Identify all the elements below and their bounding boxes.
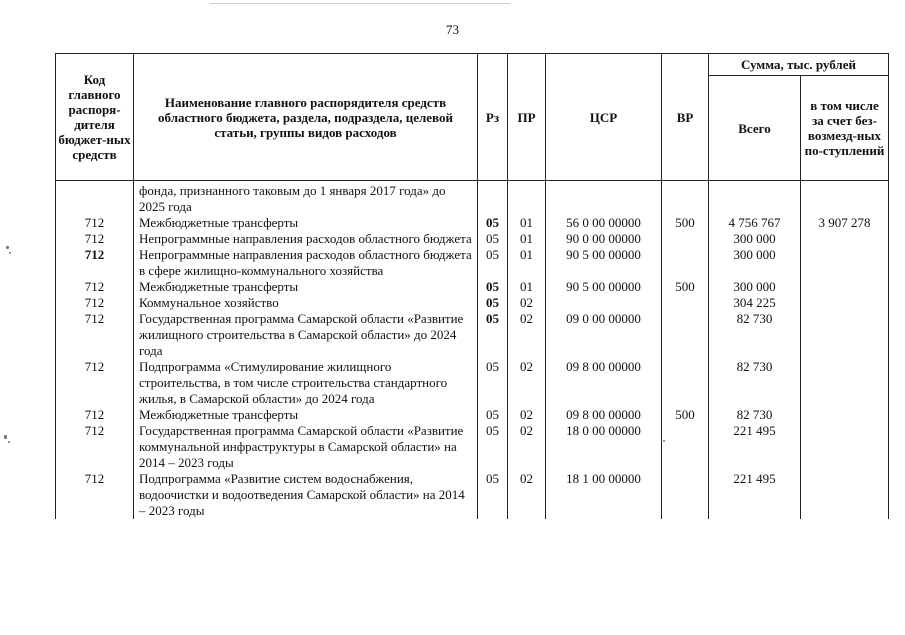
header-total: Всего [709, 76, 801, 181]
cell-total: 304 225 [709, 295, 801, 311]
cell-rz: 05 [478, 359, 508, 407]
scan-edge-line [210, 3, 510, 4]
cell-code: 712 [56, 311, 134, 359]
cell-gratuitous [801, 471, 889, 519]
scan-speck [8, 441, 10, 443]
cell-pr: 01 [508, 247, 546, 279]
cell-rz: 05 [478, 247, 508, 279]
table-row [56, 215, 889, 231]
cell-gratuitous [801, 423, 889, 471]
cell-name: Непрограммные направления расходов областного бюджета в сфере жилищно-коммунального хозяйства [134, 247, 478, 279]
cell-vr [662, 231, 709, 247]
cell-rz: 05 [478, 231, 508, 247]
cell-csr: 90 5 00 00000 [546, 279, 662, 295]
table-row [56, 181, 889, 216]
scan-speck [9, 252, 11, 254]
table-row [56, 359, 889, 407]
cell-total: 300 000 [709, 247, 801, 279]
cell-csr: 90 0 00 00000 [546, 231, 662, 247]
cell-rz: 05 [478, 311, 508, 359]
header-vr: ВР [662, 54, 709, 181]
cell-rz: 05 [478, 471, 508, 519]
cell-csr: 90 5 00 00000 [546, 247, 662, 279]
cell-total: 82 730 [709, 311, 801, 359]
cell-gratuitous [801, 247, 889, 279]
cell-vr: 500 [662, 279, 709, 295]
cell-total: 300 000 [709, 279, 801, 295]
table-row [56, 231, 889, 247]
table-row [56, 311, 889, 359]
cell-gratuitous [801, 359, 889, 407]
table-row [56, 247, 889, 279]
cell-csr [546, 295, 662, 311]
cell-rz: 05 [478, 279, 508, 295]
cell-total [709, 181, 801, 216]
cell-name: Межбюджетные трансферты [134, 215, 478, 231]
cell-code: 712 [56, 247, 134, 279]
budget-table [55, 53, 889, 519]
cell-total: 82 730 [709, 407, 801, 423]
cell-vr [662, 247, 709, 279]
cell-vr [662, 359, 709, 407]
header-csr: ЦСР [546, 54, 662, 181]
cell-code: 712 [56, 295, 134, 311]
table-row [56, 471, 889, 519]
cell-rz: 05 [478, 215, 508, 231]
cell-csr: 18 1 00 00000 [546, 471, 662, 519]
table-row [56, 295, 889, 311]
cell-code: 712 [56, 215, 134, 231]
cell-code: 712 [56, 423, 134, 471]
cell-pr [508, 181, 546, 216]
cell-pr: 02 [508, 423, 546, 471]
cell-gratuitous [801, 311, 889, 359]
cell-pr: 01 [508, 279, 546, 295]
cell-csr: 09 8 00 00000 [546, 359, 662, 407]
cell-rz [478, 181, 508, 216]
cell-pr: 02 [508, 407, 546, 423]
table-header [56, 54, 889, 181]
cell-csr: 09 8 00 00000 [546, 407, 662, 423]
cell-pr: 01 [508, 215, 546, 231]
table-row [56, 279, 889, 295]
cell-name: Коммунальное хозяйство [134, 295, 478, 311]
cell-code: 712 [56, 231, 134, 247]
header-pr: ПР [508, 54, 546, 181]
header-code: Код главного распоря-дителя бюджет-ных средств [56, 54, 134, 181]
header-sum-group: Сумма, тыс. рублей [709, 54, 889, 76]
cell-gratuitous: 3 907 278 [801, 215, 889, 231]
cell-csr: 09 0 00 00000 [546, 311, 662, 359]
cell-name: фонда, признанного таковым до 1 января 2017 года» до 2025 года [134, 181, 478, 216]
cell-gratuitous [801, 407, 889, 423]
cell-name: Государственная программа Самарской области «Развитие коммунальной инфраструктуры в Самарской области» на 2014 – 2023 годы [134, 423, 478, 471]
scan-speck [4, 435, 7, 439]
header-name: Наименование главного распорядителя средств областного бюджета, раздела, подраздела, целевой статьи, группы видов расходов [134, 54, 478, 181]
cell-csr: 56 0 00 00000 [546, 215, 662, 231]
cell-gratuitous [801, 181, 889, 216]
cell-total: 82 730 [709, 359, 801, 407]
cell-pr: 02 [508, 359, 546, 407]
cell-gratuitous [801, 295, 889, 311]
cell-code: 712 [56, 407, 134, 423]
page-number: 73 [446, 22, 459, 37]
cell-code: 712 [56, 471, 134, 519]
cell-code: 712 [56, 359, 134, 407]
cell-vr [662, 423, 709, 471]
cell-vr [662, 311, 709, 359]
cell-total: 221 495 [709, 423, 801, 471]
cell-vr [662, 181, 709, 216]
table-body [56, 181, 889, 520]
cell-rz: 05 [478, 407, 508, 423]
cell-code [56, 181, 134, 216]
cell-total: 300 000 [709, 231, 801, 247]
header-gratuitous: в том числе за счет без-возмезд-ных по-ступлений [801, 76, 889, 181]
table-row [56, 423, 889, 471]
cell-rz: 05 [478, 295, 508, 311]
table-row [56, 407, 889, 423]
cell-name: Государственная программа Самарской области «Развитие жилищного строительства в Самарской области» до 2024 года [134, 311, 478, 359]
cell-name: Непрограммные направления расходов областного бюджета [134, 231, 478, 247]
cell-name: Межбюджетные трансферты [134, 279, 478, 295]
cell-gratuitous [801, 279, 889, 295]
cell-pr: 02 [508, 471, 546, 519]
cell-name: Подпрограмма «Стимулирование жилищного строительства, в том числе строительства стандартного жилья, в Самарской области» до 2024 года [134, 359, 478, 407]
cell-vr: 500 [662, 407, 709, 423]
cell-name: Подпрограмма «Развитие систем водоснабжения, водоочистки и водоотведения Самарской области» на 2014 – 2023 годы [134, 471, 478, 519]
cell-total: 221 495 [709, 471, 801, 519]
scan-speck [663, 440, 665, 442]
scan-speck [6, 246, 9, 249]
cell-csr: 18 0 00 00000 [546, 423, 662, 471]
cell-csr [546, 181, 662, 216]
cell-vr [662, 295, 709, 311]
cell-rz: 05 [478, 423, 508, 471]
cell-vr: 500 [662, 215, 709, 231]
cell-total: 4 756 767 [709, 215, 801, 231]
header-rz: Рз [478, 54, 508, 181]
cell-pr: 02 [508, 311, 546, 359]
cell-gratuitous [801, 231, 889, 247]
cell-vr [662, 471, 709, 519]
cell-pr: 01 [508, 231, 546, 247]
cell-code: 712 [56, 279, 134, 295]
cell-name: Межбюджетные трансферты [134, 407, 478, 423]
cell-pr: 02 [508, 295, 546, 311]
